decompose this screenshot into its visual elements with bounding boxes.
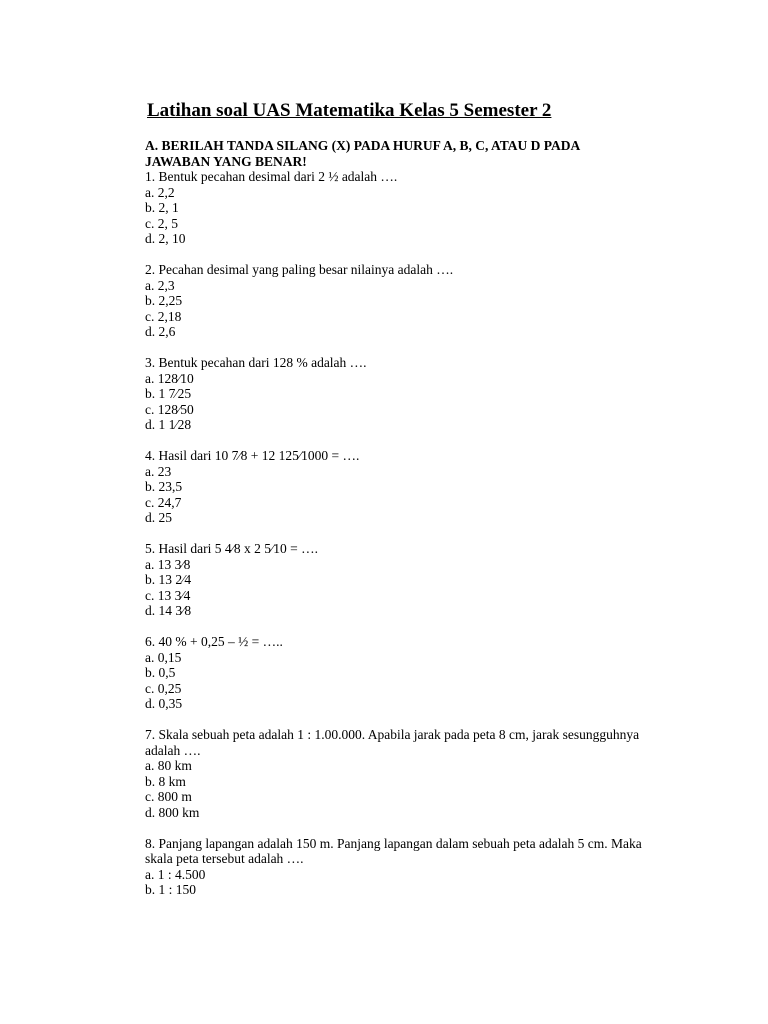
option-b: b. 8 km xyxy=(145,773,186,789)
question-text: 7. Skala sebuah peta adalah 1 : 1.00.000. Apabila jarak pada peta 8 cm, jarak sesungguhnya adalah …. xyxy=(145,727,640,758)
option-a: a. 0,15 xyxy=(145,649,182,665)
option-a: a. 80 km xyxy=(145,758,192,773)
option-b: b. 23,5 xyxy=(145,479,183,494)
question-1 xyxy=(145,169,665,247)
option-d: d. 800 km xyxy=(145,804,200,820)
option-c: c. 13 3⁄4 xyxy=(145,587,191,603)
question-text: 5. Hasil dari 5 4⁄8 x 2 5⁄10 = …. xyxy=(145,541,318,556)
question-4 xyxy=(145,448,665,526)
option-c: c. 24,7 xyxy=(145,494,182,510)
option-b: b. 13 2⁄4 xyxy=(145,572,192,587)
question-text: 2. Pecahan desimal yang paling besar nilainya adalah …. xyxy=(145,262,454,277)
question-8 xyxy=(145,836,665,898)
option-d: d. 1 1⁄28 xyxy=(145,417,192,432)
section-a-instructions: A. BERILAH TANDA SILANG (X) PADA HURUF A, B, C, ATAU D PADA JAWABAN YANG BENAR! xyxy=(145,138,580,169)
option-c: c. 0,25 xyxy=(145,680,182,696)
option-a: a. 23 xyxy=(145,463,172,479)
option-c: c. 2, 5 xyxy=(145,215,178,231)
option-c: c. 2,18 xyxy=(145,308,182,324)
option-d: d. 25 xyxy=(145,510,172,525)
option-d: d. 0,35 xyxy=(145,696,183,711)
question-text: 1. Bentuk pecahan desimal dari 2 ½ adalah …. xyxy=(145,169,398,184)
question-2 xyxy=(145,262,665,340)
option-b: b. 0,5 xyxy=(145,665,176,680)
option-c: c. 800 m xyxy=(145,789,192,804)
option-a: a. 13 3⁄8 xyxy=(145,556,191,572)
option-a: a. 2,2 xyxy=(145,184,175,200)
question-text: 8. Panjang lapangan adalah 150 m. Panjang lapangan dalam sebuah peta adalah 5 cm. Maka skala peta tersebut adalah …. xyxy=(145,835,642,866)
option-a: a. 128⁄10 xyxy=(145,370,194,386)
page-title: Latihan soal UAS Matematika Kelas 5 Semester 2 xyxy=(147,100,552,121)
question-6 xyxy=(145,634,665,712)
option-b: b. 2, 1 xyxy=(145,200,179,215)
option-b: b. 2,25 xyxy=(145,293,183,308)
option-a: a. 2,3 xyxy=(145,277,175,293)
option-a: a. 1 : 4.500 xyxy=(145,866,206,882)
option-c: c. 128⁄50 xyxy=(145,401,194,417)
question-text: 4. Hasil dari 10 7⁄8 + 12 125⁄1000 = …. xyxy=(145,448,360,463)
question-text: 6. 40 % + 0,25 – ½ = ….. xyxy=(145,634,283,649)
option-d: d. 14 3⁄8 xyxy=(145,603,192,618)
option-d: d. 2,6 xyxy=(145,324,176,339)
question-list xyxy=(145,169,665,913)
option-b: b. 1 7⁄25 xyxy=(145,386,192,401)
option-d: d. 2, 10 xyxy=(145,231,186,246)
question-text: 3. Bentuk pecahan dari 128 % adalah …. xyxy=(145,355,367,370)
question-3 xyxy=(145,355,665,433)
option-b: b. 1 : 150 xyxy=(145,882,197,897)
question-5 xyxy=(145,541,665,619)
question-7 xyxy=(145,727,665,820)
